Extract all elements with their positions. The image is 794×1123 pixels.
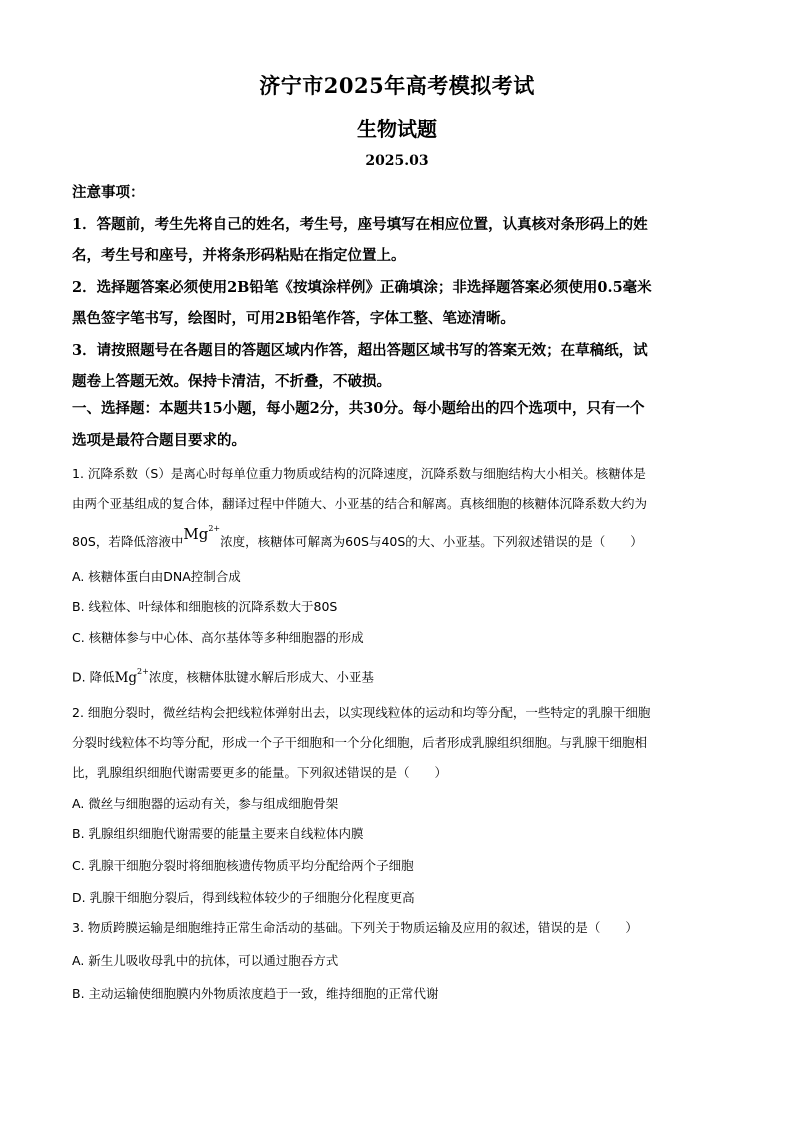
mg-symbol: Mg	[114, 669, 138, 686]
q2-option-d[interactable]: D. 乳腺干细胞分裂后，得到线粒体较少的子细胞分化程度更高	[72, 890, 415, 905]
section-heading	[72, 393, 722, 456]
option-text: 浓度，核糖体肽键水解后形成大、小亚基	[148, 669, 374, 685]
notice-block	[72, 177, 722, 398]
question-line: 分裂时线粒体不均等分配，形成一个子干细胞和一个分化细胞，后者形成乳腺组织细胞。与乳腺干细胞相	[72, 735, 648, 750]
section-line: 一、选择题：本题共15小题，每小题2分，共30分。每小题给出的四个选项中，只有一个	[72, 400, 645, 417]
question-line: 3. 物质跨膜运输是细胞维持正常生命活动的基础。下列关于物质运输及应用的叙述，错误的是（ ）	[72, 920, 638, 935]
mg-ion	[183, 525, 220, 543]
q2-option-c[interactable]: C. 乳腺干细胞分裂时将细胞核遗传物质平均分配给两个子细胞	[72, 858, 414, 873]
notice-line: 名，考生号和座号，并将条形码粘贴在指定位置上。	[72, 247, 406, 264]
exam-title: 济宁市2025年高考模拟考试	[259, 73, 535, 98]
mg-charge: 2+	[208, 524, 221, 533]
question-line: 1. 沉降系数（S）是离心时每单位重力物质或结构的沉降速度，沉降系数与细胞结构大小相关。核糖体是	[72, 466, 646, 481]
mg-symbol: Mg	[183, 525, 209, 543]
notice-line: 题卷上答题无效。保持卡清洁，不折叠，不破损。	[72, 373, 391, 390]
subject-title: 生物试题	[357, 117, 437, 141]
notice-heading: 注意事项：	[72, 184, 145, 201]
mg-ion	[114, 667, 149, 686]
q1-option-b[interactable]: B. 线粒体、叶绿体和细胞核的沉降系数大于80S	[72, 599, 338, 614]
q2-option-a[interactable]: A. 微丝与细胞器的运动有关，参与组成细胞骨架	[72, 796, 339, 811]
notice-line: 黑色签字笔书写，绘图时，可用2B铅笔作答，字体工整、笔迹清晰。	[72, 310, 515, 327]
q1-option-c[interactable]: C. 核糖体参与中心体、高尔基体等多种细胞器的形成	[72, 630, 364, 645]
q1-option-a[interactable]: A. 核糖体蛋白由DNA控制合成	[72, 569, 241, 584]
q3-option-b[interactable]: B. 主动运输使细胞膜内外物质浓度趋于一致，维持细胞的正常代谢	[72, 986, 439, 1001]
notice-line: 2．选择题答案必须使用2B铅笔《按填涂样例》正确填涂；非选择题答案必须使用0.5毫米	[72, 278, 652, 296]
question-3-stem	[72, 913, 722, 943]
question-line	[72, 523, 722, 557]
question-line: 比，乳腺组织细胞代谢需要更多的能量。下列叙述错误的是（ ）	[72, 765, 448, 780]
q2-option-b[interactable]: B. 乳腺组织细胞代谢需要的能量主要来自线粒体内膜	[72, 826, 364, 841]
exam-date: 2025.03	[365, 153, 429, 169]
q1-option-d[interactable]	[72, 664, 722, 688]
question-text: 80S，若降低溶液中	[72, 534, 184, 549]
notice-line: 3．请按照题号在各题目的答题区域内作答，超出答题区域书写的答案无效；在草稿纸，试	[72, 341, 648, 359]
option-text: D. 降低	[72, 669, 115, 685]
question-1-stem	[72, 459, 722, 557]
q3-option-a[interactable]: A. 新生儿吸收母乳中的抗体，可以通过胞吞方式	[72, 953, 339, 968]
section-line: 选项是最符合题目要求的。	[72, 431, 246, 449]
question-line: 由两个亚基组成的复合体，翻译过程中伴随大、小亚基的结合和解离。真核细胞的核糖体沉降系数大约为	[72, 496, 648, 511]
question-line: 2. 细胞分裂时，微丝结构会把线粒体弹射出去，以实现线粒体的运动和均等分配，一些特定的乳腺干细胞	[72, 705, 651, 720]
question-text: 浓度，核糖体可解离为60S与40S的大、小亚基。下列叙述错误的是（ ）	[220, 534, 643, 549]
notice-line: 1．答题前，考生先将自己的姓名，考生号，座号填写在相应位置，认真核对条形码上的姓	[72, 215, 648, 233]
question-2-stem	[72, 698, 722, 788]
mg-charge: 2+	[137, 667, 149, 676]
